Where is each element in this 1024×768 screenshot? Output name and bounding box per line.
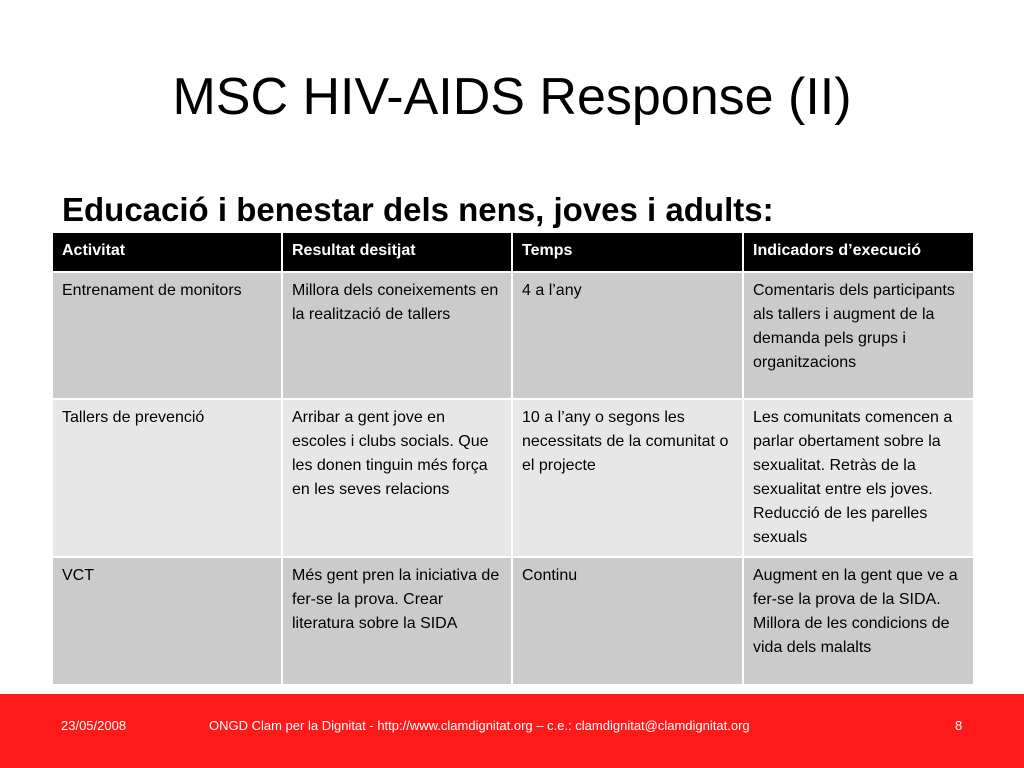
header-activitat: Activitat [52, 232, 282, 272]
slide-footer [0, 694, 1024, 768]
header-indicadors-execucio: Indicadors d’execució [743, 232, 974, 272]
table-cell-indicadors: Augment en la gent que ve a fer-se la prova de la SIDA. Millora de les condicions de vida dels malalts [743, 557, 974, 685]
header-temps: Temps [512, 232, 743, 272]
table-cell-activitat: Entrenament de monitors [52, 272, 282, 399]
table-cell-indicadors: Comentaris dels participants als tallers i augment de la demanda pels grups i organitzacions [743, 272, 974, 399]
table-cell-activitat: Tallers de prevenció [52, 399, 282, 557]
footer-date: 23/05/2008 [61, 718, 127, 733]
table-cell-temps: 4 a l’any [512, 272, 743, 399]
table-row [52, 272, 974, 399]
footer-organization: ONGD Clam per la Dignitat - http://www.clamdignitat.org – c.e.: clamdignitat@clamdignitat.org [209, 718, 750, 733]
table-cell-resultat: Més gent pren la iniciativa de fer-se la prova. Crear literatura sobre la SIDA [282, 557, 512, 685]
table-cell-temps: Continu [512, 557, 743, 685]
activity-table [51, 231, 975, 686]
table-cell-activitat: VCT [52, 557, 282, 685]
slide-title: MSC HIV-AIDS Response (II) [172, 68, 852, 126]
table-cell-temps: 10 a l’any o segons les necessitats de la comunitat o el projecte [512, 399, 743, 557]
table-row [52, 557, 974, 685]
table-cell-resultat: Arribar a gent jove en escoles i clubs socials. Que les donen tinguin més força en les seves relacions [282, 399, 512, 557]
page-number: 8 [955, 718, 963, 733]
table-cell-indicadors: Les comunitats comencen a parlar obertament sobre la sexualitat. Retràs de la sexualitat entre els joves. Reducció de les parelles sexuals [743, 399, 974, 557]
header-resultat-desitjat: Resultat desitjat [282, 232, 512, 272]
slide-subtitle: Educació i benestar dels nens, joves i adults: [62, 191, 774, 228]
table-row [52, 399, 974, 557]
table-header-row [52, 232, 974, 272]
table-cell-resultat: Millora dels coneixements en la realització de tallers [282, 272, 512, 399]
